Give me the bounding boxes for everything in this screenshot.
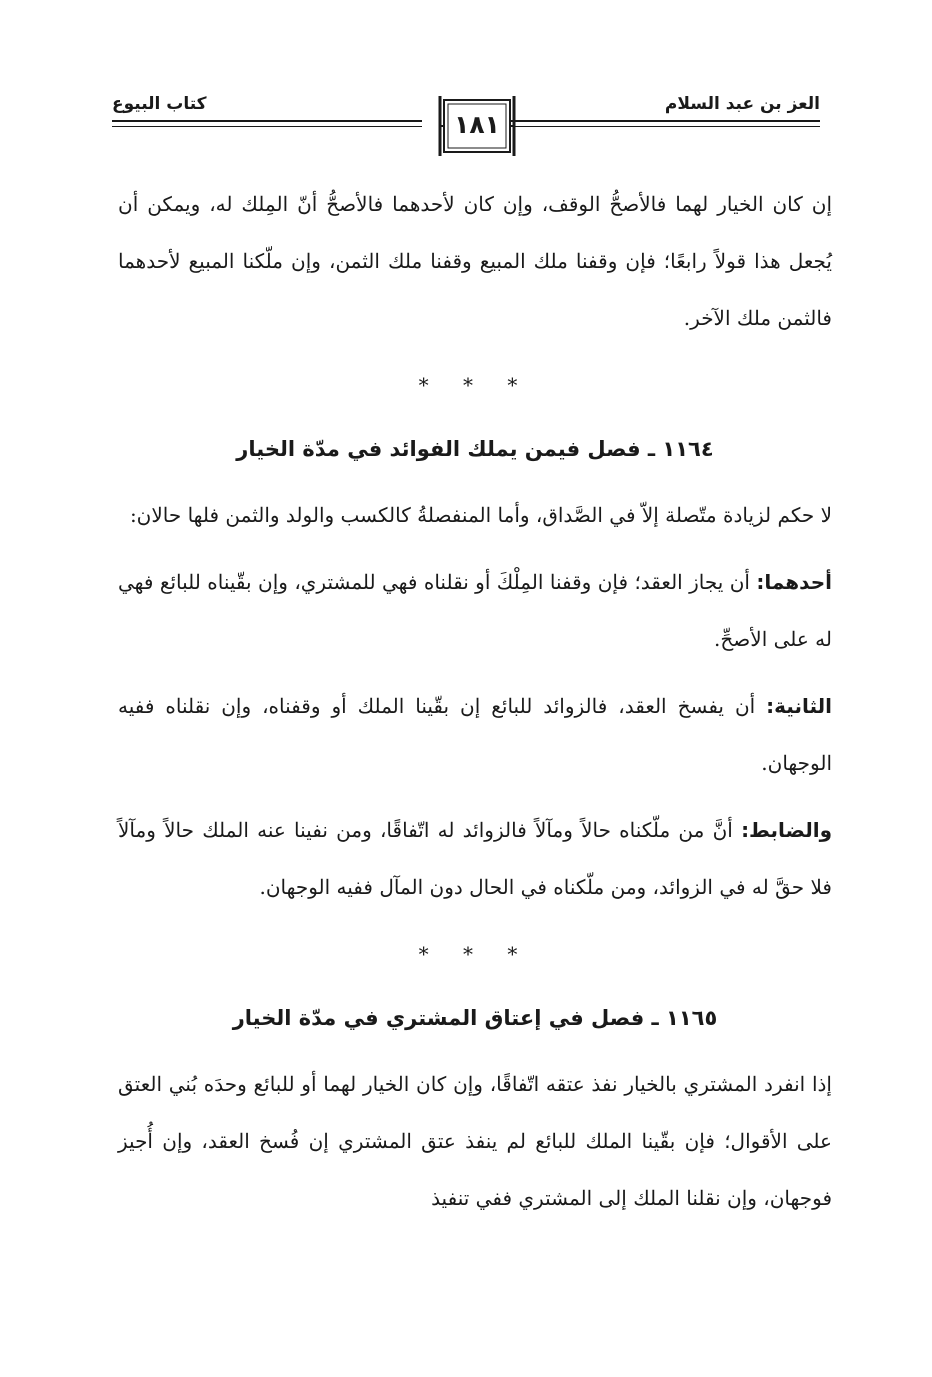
- paragraph-lead: والضابط:: [741, 818, 832, 842]
- page-number: ١٨١: [454, 110, 500, 139]
- text-body: [118, 176, 832, 1237]
- section-separator: * * *: [418, 942, 532, 966]
- paragraph-lead: أحدهما:: [756, 570, 832, 594]
- header-rule-left: [112, 120, 422, 127]
- paragraph-text: أنَّ من ملّكناه حالاً ومآلاً فالزوائد له اتّفاقًا، ومن نفينا عنه الملك حالاً ومآلاً فلا حقَّ له في الزوائد، ومن ملّكناه في الحال دون المآل ففيه الوجهان.: [118, 818, 832, 899]
- paragraph-text: أن يجاز العقد؛ فإن وقفنا المِلْكَ أو نقلناه فهي للمشتري، وإن بقّيناه للبائع فهي له على الأصحِّ.: [118, 570, 832, 651]
- paragraph: إن كان الخيار لهما فالأصحُّ الوقف، وإن كان لأحدهما فالأصحُّ أنّ المِلك له، ويمكن أن يُجعل هذا قولاً رابعًا؛ فإن وقفنا ملك المبيع وقفنا ملك الثمن، وإن ملّكنا المبيع لأحدهما فالثمن ملك الآخر.: [118, 192, 832, 330]
- paragraph-lead: الثانية:: [766, 694, 832, 718]
- section-separator: * * *: [418, 373, 532, 397]
- paragraph-text: أن يفسخ العقد، فالزوائد للبائع إن بقّينا الملك أو وقفناه، وإن نقلناه ففيه الوجهان.: [118, 694, 832, 775]
- running-head-author: العز بن عبد السلام: [664, 94, 820, 114]
- paragraph: [118, 678, 832, 792]
- paragraph: إذا انفرد المشتري بالخيار نفذ عتقه اتّفاقًا، وإن كان الخيار لهما أو للبائع وحدَه بُني العتق على الأقوال؛ فإن بقّينا الملك للبائع لم ينفذ عتق المشتري إن فُسخ العقد، وإن أُجيز فوجهان، وإن نقلنا الملك إلى المشتري ففي تنفيذ: [118, 1072, 832, 1210]
- paragraph: [118, 802, 832, 916]
- page-number-frame: [438, 96, 516, 156]
- paragraph: [118, 554, 832, 668]
- header-rule-right: [510, 120, 820, 127]
- paragraph: لا حكم لزيادة متّصلة إلاّ في الصَّداق، وأما المنفصلةُ كالكسب والولد والثمن فلها حالان:: [129, 503, 832, 527]
- running-head-section: كتاب البيوع: [112, 94, 207, 114]
- running-header: [112, 86, 820, 160]
- section-heading: ١١٦٥ ـ فصل في إعتاق المشتري في مدّة الخيار: [232, 1006, 718, 1030]
- section-heading: ١١٦٤ ـ فصل فيمن يملك الفوائد في مدّة الخيار: [236, 437, 714, 461]
